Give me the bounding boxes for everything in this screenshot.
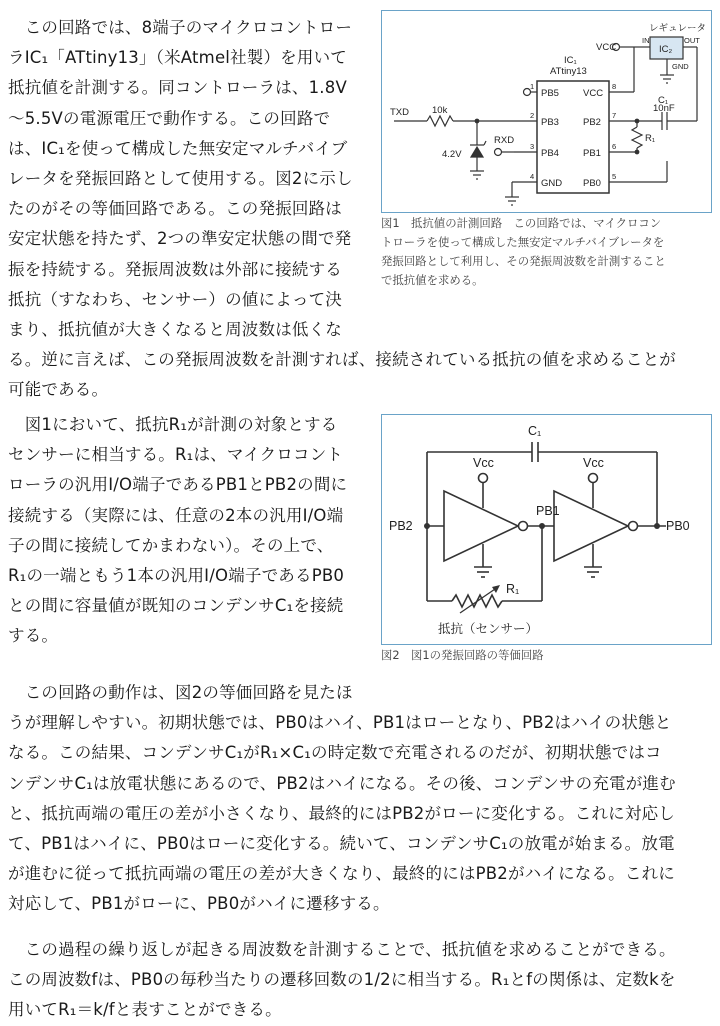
figure-1-schematic [382,11,711,212]
p2-line: 図1において、抵抗R₁が計測の対象とする [8,415,338,434]
p2-line: R₁の一端ともう1本の汎用I/O端子であるPB0 [8,566,345,586]
p4-line: この周波数fは、PB0の毎秒当たりの遷移回数の1/2に相当する。R₁とfの関係は、定数kを [8,970,676,990]
c1-label: C₁ [658,95,669,106]
pin-vcc-label: VCC [583,88,604,99]
p3-line: 対応して、PB1がローに、PB0がハイに遷移する。 [8,894,390,914]
p1-line: ラIC₁「ATtiny13」（米Atmel社製）を用いて [8,48,347,68]
p1-line: 安定状態を持たず、2つの準安定状態の間で発 [8,229,352,249]
vcc1-label: Vcc [473,456,494,470]
pb1-label: PB1 [536,504,560,518]
p2-line: 接続する（実際には、任意の2本の汎用I/O端 [8,505,344,525]
p3-line: うが理解しやすい。初期状態では、PB0はハイ、PB1はローとなり、PB2はハイの状態と [8,713,672,733]
p4-line: 用いてR₁＝k/fと表すことができる。 [8,1000,282,1020]
p1-line: 抵抗値を計測する。同コントローラは、1.8V [8,78,347,98]
pin-num-7: 7 [612,111,617,120]
r10k-label: 10k [432,105,448,116]
p3-line: ンデンサC₁は放電状態にあるので、PB2はハイになる。その後、コンデンサの充電が進む [8,773,676,793]
out-label: OUT [684,36,700,45]
figure-2 [381,414,712,645]
p2-line: 子の間に接続してかまわない）。その上で、 [8,535,334,555]
paragraph-3 [8,678,676,920]
figure-1-caption-line: 図1 抵抗値の計測回路 この回路では、マイクロコン [381,216,662,230]
txd-label: TXD [390,107,409,118]
figure-1-caption-line: で抵抗値を求める。 [381,273,484,287]
pin-pb5-label: PB5 [541,88,559,99]
pin-num-3: 3 [530,142,535,151]
r1-label: R₁ [506,582,520,596]
in-label: IN [642,36,650,45]
p1-line: 振を持続する。発振周波数は外部に接続する [8,259,342,279]
pin-num-1: 1 [530,82,535,91]
pin-pb4-label: PB4 [541,148,559,159]
p1-line: この回路では、8端子のマイクロコントロー [8,18,353,37]
pin-num-6: 6 [612,142,617,151]
vcc2-label: Vcc [583,456,604,470]
p2-line: センサーに相当する。R₁は、マイクロコント [8,445,344,465]
pin-num-5: 5 [612,172,617,181]
resistor-sensor-label: 抵抗（センサー） [438,622,539,636]
r1-label: R₁ [645,133,656,144]
vcc-input-label: VCC [596,42,617,53]
p2-line: ローラの汎用I/O端子であるPB1とPB2の間に [8,475,348,495]
rxd-label: RXD [494,135,515,146]
pb2-label: PB2 [389,519,413,533]
p1-line: は、IC₁を使って構成した無安定マルチバイブ [8,138,348,158]
paragraph-4 [8,935,676,1026]
regulator-label: レギュレータ [649,23,707,34]
figure-1-caption [381,214,715,290]
pin-gnd-label: GND [541,178,563,189]
p1-line: 抵抗（すなわち、センサー）の値によって決 [8,289,342,309]
pb0-label: PB0 [666,519,690,533]
p3-line: なる。この結果、コンデンサC₁がR₁×C₁の時定数で充電されるのだが、初期状態ではコ [8,743,662,763]
figure-2-caption [381,646,544,665]
p1-line: たのがその等価回路である。この発振回路は [8,199,342,219]
p1-line: レータを発振回路として使用する。図2に示し [8,169,353,189]
pin-num-8: 8 [612,82,617,91]
ic1-part-label: ATtiny13 [550,66,587,77]
p3-line: て、PB1はハイに、PB0はローに変化する。続いて、コンデンサC₁の放電が始まる。放電 [8,834,675,854]
pin-num-2: 2 [530,111,535,120]
pin-pb3-label: PB3 [541,117,559,128]
pin-pb1-label: PB1 [583,148,601,159]
paragraph-2 [8,410,347,652]
pin-pb0-label: PB0 [583,178,601,189]
pin-pb2-label: PB2 [583,117,601,128]
ic2-label: IC₂ [659,44,673,55]
figure-1-caption-line: 発振回路として利用し、その発振周波数を計測すること [381,254,666,268]
p1-line: 〜5.5Vの電源電圧で動作する。この回路で [8,108,331,128]
pin-num-4: 4 [530,172,535,181]
p1-line: まり、抵抗値が大きくなると周波数は低くな [8,320,342,340]
p1-line: 可能である。 [8,380,109,400]
p4-line: この過程の繰り返しが起きる周波数を計測することで、抵抗値を求めることができる。 [8,940,676,959]
figure-2-caption-text: 図2 図1の発振回路の等価回路 [381,648,544,662]
gnd-label: GND [672,62,689,71]
p2-line: との間に容量値が既知のコンデンサC₁を接続 [8,596,344,616]
figure-1-caption-line: トローラを使って構成した無安定マルチバイブレータを [381,235,665,249]
p1-line: る。逆に言えば、この発振周波数を計測すれば、接続されている抵抗の値を求めることが [8,350,676,370]
p3-line: が進むに従って抵抗両端の電圧の差が大きくなり、最終的にはPB2がハイになる。これに [8,864,675,884]
zener-label: 4.2V [442,149,462,160]
c1-label: C₁ [528,424,542,438]
p2-line: する。 [8,626,59,646]
p3-line: と、抵抗両端の電圧の差が小さくなり、最終的にはPB2がローに変化する。これに対応し [8,803,675,823]
c1-value-label: 10nF [653,103,675,114]
ic1-label: IC₁ [564,55,577,66]
p3-line: この回路の動作は、図2の等価回路を見たほ [8,683,353,702]
figure-1 [381,10,712,213]
figure-2-schematic [382,415,711,644]
